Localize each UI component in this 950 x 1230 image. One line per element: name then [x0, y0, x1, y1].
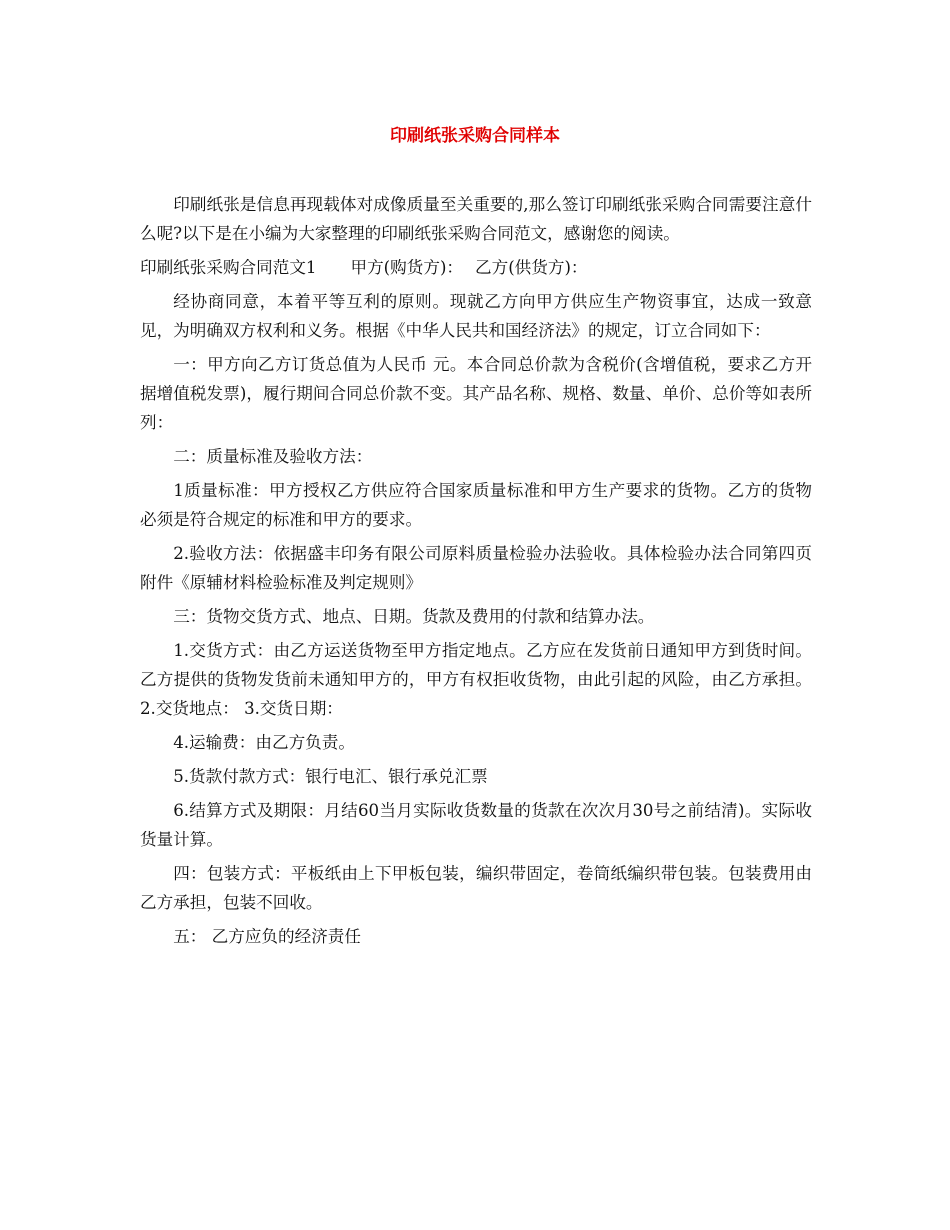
- party-b-label: 乙方(供货方)：: [475, 258, 588, 277]
- clause-paragraph: 经协商同意，本着平等互利的原则。现就乙方向甲方供应生产物资事宜，达成一致意见，为明确双方权利和义务。根据《中华人民共和国经济法》的规定，订立合同如下：: [140, 292, 812, 340]
- clause-paragraph: 1.交货方式：由乙方运送货物至甲方指定地点。乙方应在发货前日通知甲方到货时间。乙方提供的货物发货前未通知甲方的，甲方有权拒收货物，由此引起的风险，由乙方承担。 2.交货地点： 3.交货日期：: [140, 641, 812, 718]
- clause-paragraph: 4.运输费：由乙方负责。: [173, 733, 355, 752]
- clause-paragraph: 1质量标准：甲方授权乙方供应符合国家质量标准和甲方生产要求的货物。乙方的货物必须是符合规定的标准和甲方的要求。: [140, 481, 812, 529]
- clause-paragraph: 6.结算方式及期限：月结60当月实际收货数量的货款在次次月30号之前结清)。实际收货量计算。: [140, 801, 812, 849]
- party-a-label: 甲方(购货方)：: [350, 258, 464, 277]
- intro-paragraph: 印刷纸张是信息再现载体对成像质量至关重要的,那么签订印刷纸张采购合同需要注意什么呢?以下是在小编为大家整理的印刷纸张采购合同范文，感谢您的阅读。: [140, 195, 812, 243]
- document-title: 印刷纸张采购合同样本: [390, 126, 560, 146]
- clause-paragraph: 五： 乙方应负的经济责任: [173, 927, 361, 946]
- sample-heading: 印刷纸张采购合同范文1: [140, 258, 317, 277]
- clause-paragraph: 四：包装方式：平板纸由上下甲板包装，编织带固定，卷筒纸编织带包装。包装费用由乙方承担，包装不回收。: [140, 864, 812, 912]
- clause-paragraph: 5.货款付款方式：银行电汇、银行承兑汇票: [173, 767, 488, 786]
- clause-paragraph: 2.验收方法：依据盛丰印务有限公司原料质量检验办法验收。具体检验办法合同第四页附件《原辅材料检验标准及判定规则》: [140, 544, 812, 592]
- sample-heading-line: [140, 253, 812, 282]
- clause-paragraph: 三：货物交货方式、地点、日期。货款及费用的付款和结算办法。: [173, 607, 655, 626]
- clause-paragraph: 二：质量标准及验收方法：: [173, 447, 373, 466]
- clause-paragraph: 一：甲方向乙方订货总值为人民币 元。本合同总价款为含税价(含增值税，要求乙方开据增值税发票)，履行期间合同总价款不变。其产品名称、规格、数量、单价、总价等如表所列：: [140, 355, 812, 432]
- document-body: [140, 190, 812, 956]
